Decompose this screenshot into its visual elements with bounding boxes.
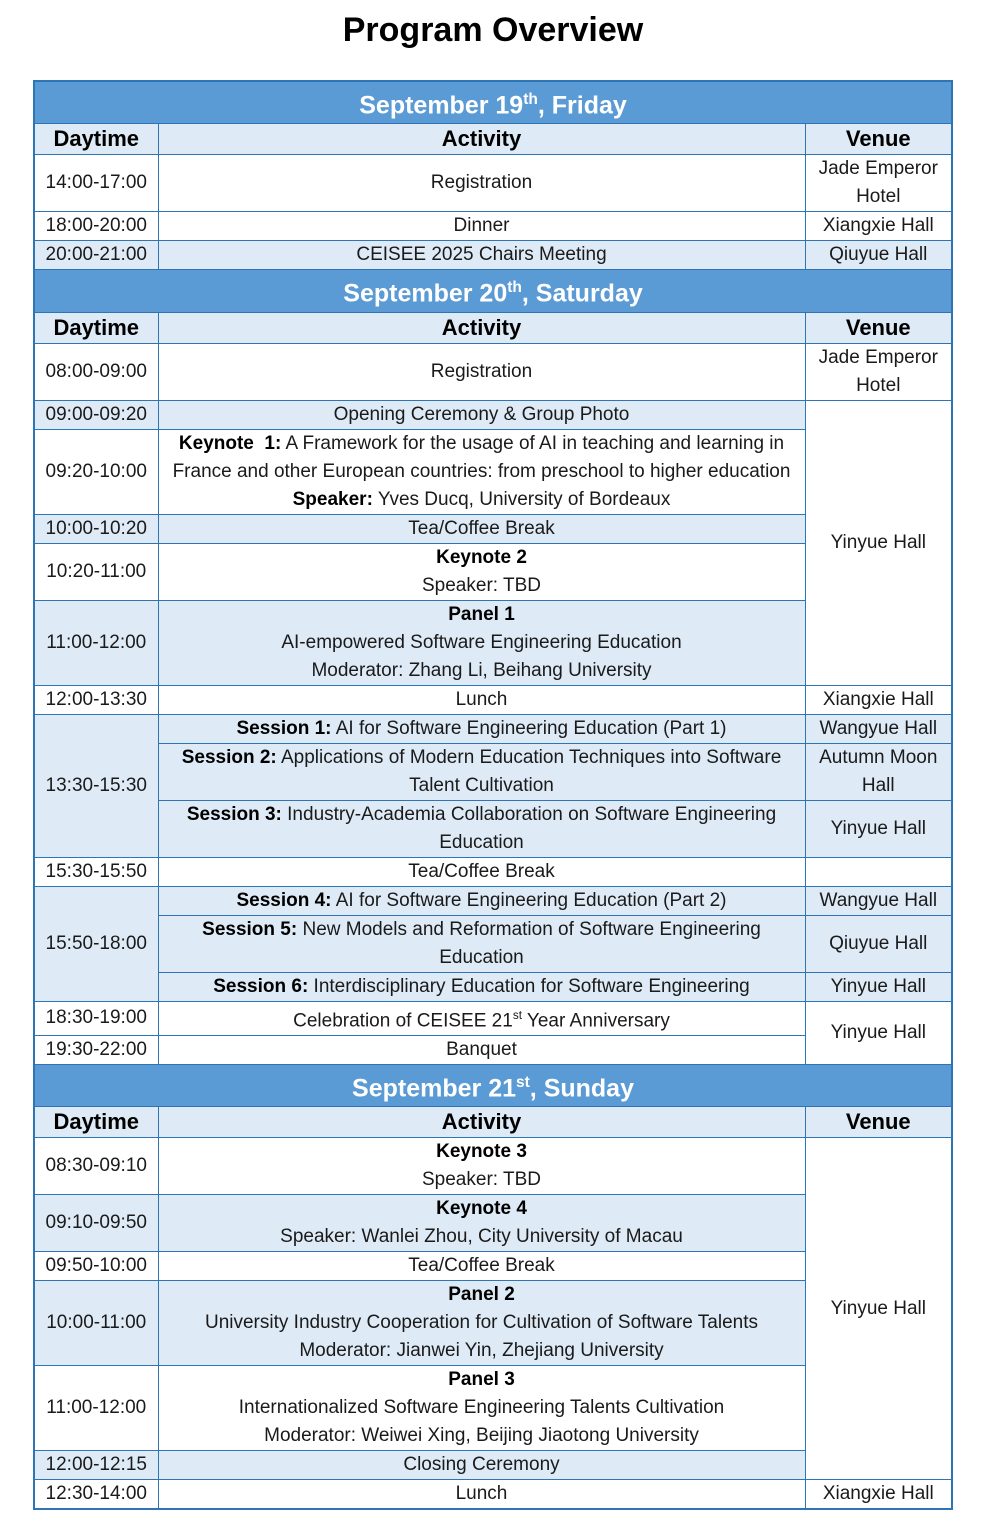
activity-line: Speaker: Yves Ducq, University of Bordeaux	[292, 488, 671, 510]
activity-line: AI-empowered Software Engineering Education	[281, 631, 682, 653]
activity-cell	[158, 514, 805, 543]
activity-line: Keynote 4	[436, 1198, 527, 1220]
time-cell: 15:50-18:00	[34, 886, 158, 1001]
superscript: st	[512, 1008, 522, 1022]
venue-cell: Autumn Moon Hall	[805, 743, 952, 800]
column-header-venue: Venue	[805, 124, 952, 155]
table-row	[34, 343, 952, 400]
activity-line: Closing Ceremony	[403, 1454, 560, 1476]
activity-line: Session 6: Interdisciplinary Education for Software Engineering	[213, 975, 750, 997]
column-header-activity: Activity	[158, 124, 805, 155]
time-cell: 12:00-12:15	[34, 1451, 158, 1480]
activity-line: Keynote 3	[436, 1141, 527, 1163]
activity-line: CEISEE 2025 Chairs Meeting	[356, 244, 607, 266]
activity-line: Banquet	[446, 1038, 517, 1060]
venue-cell: Yinyue Hall	[805, 1138, 952, 1480]
activity-line: Tea/Coffee Break	[408, 517, 555, 539]
column-header-daytime: Daytime	[34, 124, 158, 155]
time-cell: 10:20-11:00	[34, 543, 158, 600]
table-row	[34, 685, 952, 714]
column-header-venue: Venue	[805, 312, 952, 343]
time-cell: 10:00-10:20	[34, 514, 158, 543]
venue-cell: Xiangxie Hall	[805, 212, 952, 241]
activity-line: Registration	[430, 172, 533, 194]
activity-cell	[158, 543, 805, 600]
time-cell: 11:00-12:00	[34, 1366, 158, 1451]
venue-cell: Wangyue Hall	[805, 886, 952, 915]
venue-cell: Xiangxie Hall	[805, 1480, 952, 1510]
column-header-activity: Activity	[158, 1107, 805, 1138]
activity-cell	[158, 1252, 805, 1281]
time-cell: 09:50-10:00	[34, 1252, 158, 1281]
activity-cell	[158, 800, 805, 857]
activity-line: Celebration of CEISEE 21st Year Anniversary	[293, 1008, 670, 1031]
activity-line: Panel 3	[448, 1369, 515, 1391]
venue-cell: Yinyue Hall	[805, 1001, 952, 1064]
time-cell: 08:00-09:00	[34, 343, 158, 400]
venue-cell: Yinyue Hall	[805, 800, 952, 857]
activity-line: Moderator: Weiwei Xing, Beijing Jiaotong University	[264, 1425, 699, 1447]
activity-cell	[158, 685, 805, 714]
activity-cell	[158, 714, 805, 743]
day-header-1: September 19th, Friday	[34, 81, 952, 124]
activity-cell	[158, 343, 805, 400]
activity-cell	[158, 886, 805, 915]
activity-line: Session 4: AI for Software Engineering Education (Part 2)	[236, 889, 727, 911]
time-cell: 12:00-13:30	[34, 685, 158, 714]
activity-line: Session 5: New Models and Reformation of Software Engineering Education	[202, 918, 761, 968]
time-cell: 13:30-15:30	[34, 714, 158, 857]
time-cell: 20:00-21:00	[34, 241, 158, 270]
activity-line: Speaker: Wanlei Zhou, City University of Macau	[280, 1226, 683, 1248]
activity-cell	[158, 1281, 805, 1366]
column-header-activity: Activity	[158, 312, 805, 343]
activity-cell	[158, 600, 805, 685]
time-cell: 10:00-11:00	[34, 1281, 158, 1366]
activity-line: Session 3: Industry-Academia Collaboration on Software Engineering Education	[186, 803, 777, 853]
activity-line: Panel 2	[448, 1284, 515, 1306]
activity-cell	[158, 1480, 805, 1510]
activity-line: Dinner	[453, 215, 510, 237]
activity-line: Keynote 2	[436, 546, 527, 568]
activity-line: Moderator: Jianwei Yin, Zhejiang University	[299, 1340, 664, 1362]
activity-line: Registration	[430, 360, 533, 382]
column-header-venue: Venue	[805, 1107, 952, 1138]
activity-line: Moderator: Zhang Li, Beihang University	[311, 659, 652, 681]
table-row	[34, 857, 952, 886]
table-row	[34, 241, 952, 270]
activity-cell	[158, 915, 805, 972]
table-row	[34, 155, 952, 212]
activity-line: Panel 1	[448, 603, 515, 625]
table-row	[34, 886, 952, 915]
activity-line: Lunch	[455, 1483, 508, 1505]
activity-line: Speaker: TBD	[422, 574, 541, 596]
table-row	[34, 714, 952, 743]
activity-cell	[158, 1366, 805, 1451]
activity-line: Tea/Coffee Break	[408, 860, 555, 882]
activity-line: Internationalized Software Engineering Talents Cultivation	[238, 1397, 725, 1419]
activity-line: Session 2: Applications of Modern Education Techniques into Software Talent Cultivation	[181, 746, 782, 796]
activity-line: Keynote 1: A Framework for the usage of AI in teaching and learning in France and other European countries: from preschool to higher education	[172, 432, 791, 482]
page-title: Program Overview	[342, 11, 644, 49]
activity-cell	[158, 1195, 805, 1252]
table-row	[34, 972, 952, 1001]
activity-line: Opening Ceremony & Group Photo	[333, 403, 630, 425]
activity-cell	[158, 1451, 805, 1480]
table-row	[34, 800, 952, 857]
time-cell: 14:00-17:00	[34, 155, 158, 212]
venue-cell: Qiuyue Hall	[805, 241, 952, 270]
superscript: th	[523, 91, 538, 108]
activity-cell	[158, 743, 805, 800]
day-header-3: September 21st, Sunday	[34, 1064, 952, 1106]
activity-cell	[158, 972, 805, 1001]
time-cell: 09:10-09:50	[34, 1195, 158, 1252]
time-cell: 18:00-20:00	[34, 212, 158, 241]
table-row	[34, 1480, 952, 1510]
program-table	[33, 80, 953, 1510]
column-header-daytime: Daytime	[34, 312, 158, 343]
time-cell: 12:30-14:00	[34, 1480, 158, 1510]
time-cell: 19:30-22:00	[34, 1035, 158, 1064]
time-cell: 08:30-09:10	[34, 1138, 158, 1195]
time-cell: 15:30-15:50	[34, 857, 158, 886]
activity-line: Tea/Coffee Break	[408, 1255, 555, 1277]
table-row	[34, 743, 952, 800]
activity-cell	[158, 155, 805, 212]
superscript: th	[507, 279, 522, 297]
superscript: st	[516, 1073, 530, 1091]
activity-line: Speaker: TBD	[422, 1169, 541, 1191]
activity-cell	[158, 429, 805, 514]
table-row	[34, 1138, 952, 1195]
venue-cell: Yinyue Hall	[805, 400, 952, 685]
venue-cell	[805, 857, 952, 886]
activity-cell	[158, 400, 805, 429]
activity-cell	[158, 1138, 805, 1195]
venue-cell: Qiuyue Hall	[805, 915, 952, 972]
activity-cell	[158, 857, 805, 886]
activity-cell	[158, 1001, 805, 1035]
activity-cell	[158, 212, 805, 241]
day-header-2: September 20th, Saturday	[34, 270, 952, 312]
table-row	[34, 400, 952, 429]
time-cell: 18:30-19:00	[34, 1001, 158, 1035]
column-header-daytime: Daytime	[34, 1107, 158, 1138]
venue-cell: Jade Emperor Hotel	[805, 155, 952, 212]
table-row	[34, 212, 952, 241]
venue-cell: Yinyue Hall	[805, 972, 952, 1001]
table-row	[34, 1001, 952, 1035]
venue-cell: Jade Emperor Hotel	[805, 343, 952, 400]
activity-cell	[158, 241, 805, 270]
venue-cell: Xiangxie Hall	[805, 685, 952, 714]
activity-line: Lunch	[455, 688, 508, 710]
time-cell: 09:00-09:20	[34, 400, 158, 429]
activity-line: University Industry Cooperation for Cultivation of Software Talents	[204, 1312, 759, 1334]
table-row	[34, 915, 952, 972]
venue-cell: Wangyue Hall	[805, 714, 952, 743]
activity-line: Session 1: AI for Software Engineering Education (Part 1)	[236, 717, 727, 739]
time-cell: 11:00-12:00	[34, 600, 158, 685]
time-cell: 09:20-10:00	[34, 429, 158, 514]
activity-cell	[158, 1035, 805, 1064]
